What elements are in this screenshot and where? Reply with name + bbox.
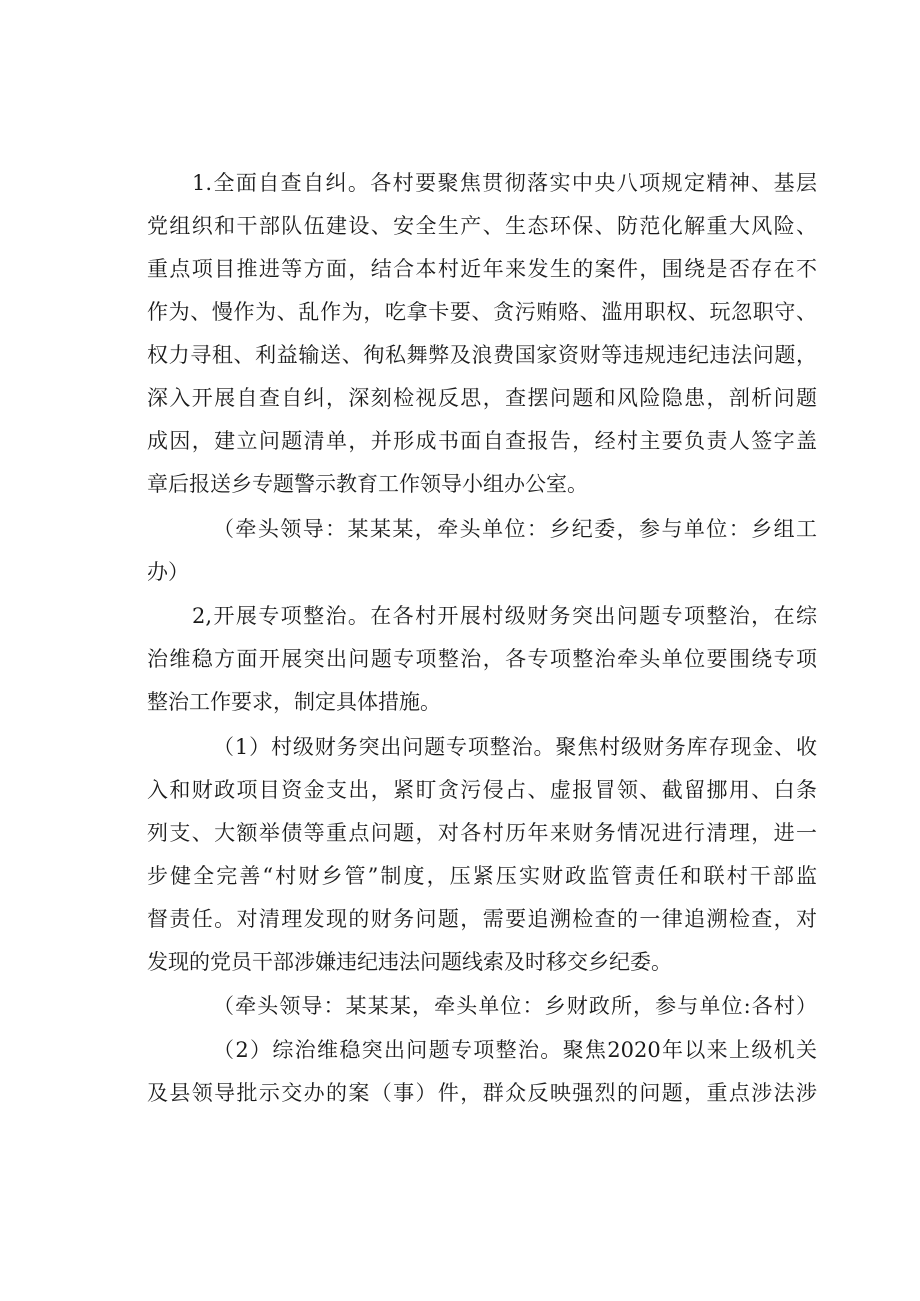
paragraph-3-line-5: 督责任。对清理发现的财务问题，需要追溯检查的一律追溯检查，对 — [147, 907, 817, 931]
paragraph-1-line-6: 深入开展自查自纠，深刻检视反思，查摆问题和风险隐患，剖析问题 — [147, 386, 817, 410]
lead-note-1-line-1: （牵头领导：某某某，牵头单位：乡纪委，参与单位：乡组工 — [213, 517, 817, 541]
paragraph-1-line-4: 作为、慢作为、乱作为，吃拿卡要、贪污贿赂、滥用职权、玩忽职守、 — [147, 300, 817, 324]
paragraph-4-line-1: （2）综治维稳突出问题专项整治。聚焦2020年以来上级机关 — [213, 1038, 817, 1062]
paragraph-1-line-5: 权力寻租、利益输送、徇私舞弊及浪费国家资财等违规违纪违法问题， — [147, 343, 817, 367]
paragraph-3-line-2: 入和财政项目资金支出，紧盯贪污侵占、虚报冒领、截留挪用、白条 — [147, 778, 817, 802]
paragraph-2-line-1: 2,开展专项整治。在各村开展村级财务突出问题专项整治，在综 — [192, 604, 817, 628]
lead-note-2: （牵头领导：某某某，牵头单位：乡财政所，参与单位:各村） — [213, 994, 817, 1018]
paragraph-3-line-1: （1）村级财务突出问题专项整治。聚焦村级财务库存现金、收 — [213, 735, 817, 759]
paragraph-3-line-3: 列支、大额举债等重点问题，对各村历年来财务情况进行清理，进一 — [147, 821, 817, 845]
lead-note-1-line-2: 办） — [147, 560, 189, 584]
paragraph-1-line-2: 党组织和干部队伍建设、安全生产、生态环保、防范化解重大风险、 — [147, 214, 817, 238]
paragraph-1-line-1: 1.全面自查自纠。各村要聚焦贯彻落实中央八项规定精神、基层 — [192, 171, 817, 195]
paragraph-2-line-2: 治维稳方面开展突出问题专项整治，各专项整治牵头单位要围绕专项 — [147, 647, 817, 671]
paragraph-1-line-7: 成因，建立问题清单，并形成书面自查报告，经村主要负责人签字盖 — [147, 429, 817, 453]
paragraph-3-line-6: 发现的党员干部涉嫌违纪违法问题线索及时移交乡纪委。 — [147, 950, 672, 974]
paragraph-1-line-8: 章后报送乡专题警示教育工作领导小组办公室。 — [147, 472, 588, 496]
paragraph-3-line-4: 步健全完善“村财乡管”制度，压紧压实财政监管责任和联村干部监 — [147, 864, 817, 888]
paragraph-1-line-3: 重点项目推进等方面，结合本村近年来发生的案件，围绕是否存在不 — [147, 257, 817, 281]
paragraph-2-line-3: 整治工作要求，制定具体措施。 — [147, 690, 441, 714]
paragraph-4-line-2: 及县领导批示交办的案（事）件，群众反映强烈的问题，重点涉法涉 — [147, 1081, 817, 1105]
